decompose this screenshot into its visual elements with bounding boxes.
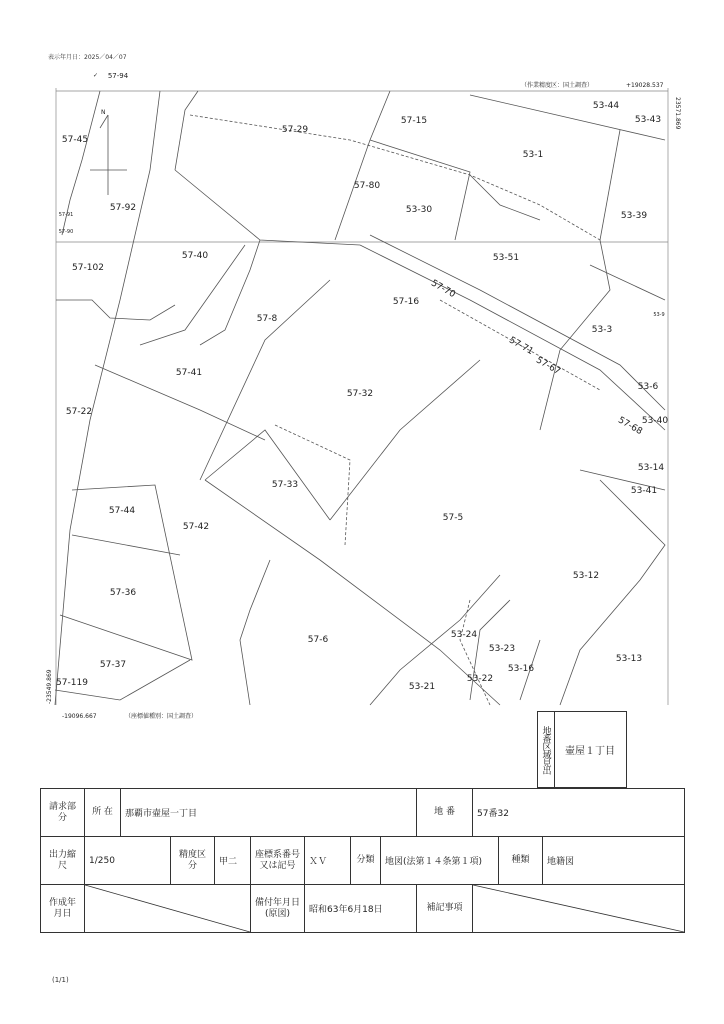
parcel-label-57-16: 57-16 xyxy=(392,297,420,307)
parcel-boundary xyxy=(590,265,665,300)
scale-value: 1/250 xyxy=(85,837,171,885)
accuracy-note-bottom: （座標値種別：国土調査） xyxy=(125,713,198,720)
parcel-label-53-21: 53-21 xyxy=(408,682,436,692)
parcel-labels xyxy=(56,101,668,692)
accuracy-note-top: （作業精度区：国土調査） xyxy=(521,82,594,89)
parcel-boundary xyxy=(600,130,620,240)
parcel-boundary xyxy=(175,170,360,245)
parcel-label-57-70: 57-70 xyxy=(429,278,457,301)
parcel-label-53-44: 53-44 xyxy=(592,101,620,111)
area-heading-value: 壷屋１丁目 xyxy=(565,746,615,757)
parcel-boundary xyxy=(200,240,260,345)
class-value: 地図(法第１４条第１項) xyxy=(381,837,499,885)
parcel-boundary xyxy=(335,91,390,240)
parcel-boundary xyxy=(55,91,160,705)
parcel-label-53-13: 53-13 xyxy=(615,654,643,664)
top-parcel-label: 57-94 xyxy=(107,72,129,80)
coord-left-vertical: -23549.869 xyxy=(46,669,53,704)
parcel-label-57-67: 57-67 xyxy=(534,355,562,378)
parcel-label-57-68: 57-68 xyxy=(616,415,644,438)
parcel-boundary xyxy=(240,560,270,705)
parcel-label-53-43: 53-43 xyxy=(634,115,662,125)
parcel-label-53-9: 53-9 xyxy=(653,312,665,318)
lot-label: 地 番 xyxy=(417,789,473,837)
parcel-label-57-29: 57-29 xyxy=(281,125,309,135)
parcel-label-53-51: 53-51 xyxy=(492,253,520,263)
precision-value: 甲二 xyxy=(215,837,251,885)
parcel-label-53-24: 53-24 xyxy=(450,630,478,640)
parcel-label-57-90: 57-90 xyxy=(58,229,74,235)
coord-label: 座標系番号又は記号 xyxy=(251,837,305,885)
parcel-label-53-14: 53-14 xyxy=(637,463,665,473)
coord-value: ＸＶ xyxy=(305,837,351,885)
parcel-label-57-80: 57-80 xyxy=(353,181,381,191)
parcel-label-57-5: 57-5 xyxy=(442,513,464,523)
parcel-label-57-102: 57-102 xyxy=(72,263,104,273)
parcel-boundary xyxy=(200,280,330,480)
parcel-boundary xyxy=(560,480,665,705)
parcel-label-57-8: 57-8 xyxy=(256,314,278,324)
precision-label: 精度区分 xyxy=(171,837,215,885)
parcel-label-53-41: 53-41 xyxy=(630,486,658,496)
parcel-label-53-23: 53-23 xyxy=(488,644,516,654)
parcel-label-57-37: 57-37 xyxy=(99,660,127,670)
type-value: 地籍図 xyxy=(543,837,685,885)
request-label: 請求部分 xyxy=(41,789,85,837)
parcel-label-57-44: 57-44 xyxy=(108,506,136,516)
parcel-label-57-119: 57-119 xyxy=(56,678,88,688)
remarks-label: 補記事項 xyxy=(417,885,473,933)
scale-label: 出力縮尺 xyxy=(41,837,85,885)
parcel-boundary xyxy=(190,115,600,240)
parcel-label-57-6: 57-6 xyxy=(307,635,329,645)
parcel-label-57-15: 57-15 xyxy=(400,116,428,126)
location-value: 那覇市壷屋一丁目 xyxy=(121,789,417,837)
coord-top-right: +19028.537 xyxy=(626,82,664,89)
parcel-label-57-32: 57-32 xyxy=(346,389,374,399)
type-label: 種類 xyxy=(499,837,543,885)
parcel-label-57-45: 57-45 xyxy=(61,135,89,145)
parcel-label-57-92: 57-92 xyxy=(109,203,137,213)
parcel-label-53-1: 53-1 xyxy=(522,150,544,160)
parcel-label-53-12: 53-12 xyxy=(572,571,600,581)
parcel-boundary xyxy=(72,535,180,555)
parcel-label-57-33: 57-33 xyxy=(271,480,299,490)
parcel-boundary xyxy=(205,430,330,520)
parcel-label-57-22: 57-22 xyxy=(65,407,93,417)
parcel-label-53-16: 53-16 xyxy=(507,664,535,674)
parcel-boundary xyxy=(470,175,540,220)
parcel-label-57-91: 57-91 xyxy=(58,212,74,218)
class-label: 分類 xyxy=(351,837,381,885)
coord-right-vertical: 23571.869 xyxy=(674,97,681,130)
north-label: N xyxy=(101,109,106,116)
display-date: 表示年月日：2025／04／07 xyxy=(48,54,127,61)
parcel-boundary xyxy=(330,360,480,520)
parcel-label-57-40: 57-40 xyxy=(181,251,209,261)
parcel-boundary xyxy=(175,91,198,170)
parcel-label-53-30: 53-30 xyxy=(405,205,433,215)
parcel-label-53-22: 53-22 xyxy=(466,674,494,684)
info-table xyxy=(40,788,685,933)
parcel-label-53-39: 53-39 xyxy=(620,211,648,221)
page-indicator: (1/1) xyxy=(52,976,69,984)
coord-bottom-left: -19096.667 xyxy=(62,713,97,720)
parcel-label-57-41: 57-41 xyxy=(175,368,203,378)
parcel-label-57-71: 57-71 xyxy=(507,335,535,358)
location-label: 所 在 xyxy=(85,789,121,837)
area-heading-box xyxy=(537,711,627,788)
top-parcel-marker: ✓ xyxy=(93,72,99,79)
ready-label: 備付年月日(原図) xyxy=(251,885,305,933)
created-value-blank xyxy=(85,885,251,933)
parcel-label-53-3: 53-3 xyxy=(591,325,613,335)
parcel-label-53-6: 53-6 xyxy=(637,382,659,392)
lot-value: 57番32 xyxy=(473,789,685,837)
created-label: 作成年月日 xyxy=(41,885,85,933)
parcel-label-57-42: 57-42 xyxy=(182,522,210,532)
remarks-value-blank xyxy=(473,885,685,933)
parcel-boundary xyxy=(460,600,490,705)
parcel-label-57-36: 57-36 xyxy=(109,588,137,598)
parcel-label-53-40: 53-40 xyxy=(641,416,669,426)
parcel-boundary xyxy=(370,140,470,240)
parcel-boundary xyxy=(540,240,613,430)
ready-value: 昭和63年6月18日 xyxy=(305,885,417,933)
area-heading-label: 地番区域見出 xyxy=(538,712,555,787)
